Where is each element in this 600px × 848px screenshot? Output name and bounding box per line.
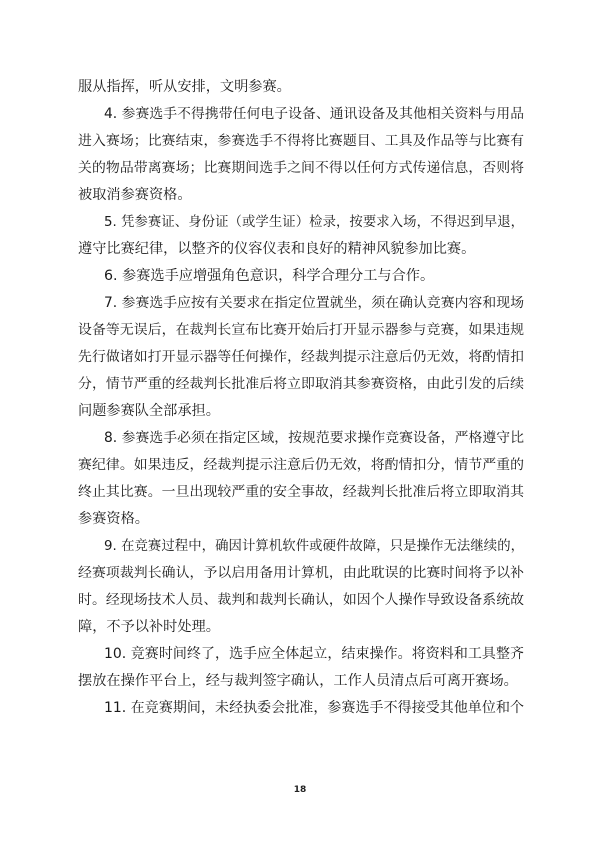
text-line-11: 先行做诸如打开显示器等任何操作，经裁判提示注意后仍无效，将酌情扣 (78, 349, 524, 365)
text-line-21: 障，不予以补时处理。 (78, 619, 220, 635)
text-line-22: 10. 竞赛时间终了，选手应全体起立，结束操作。将资料和工具整齐 (104, 646, 524, 662)
text-line-19: 经赛项裁判长确认，予以启用备用计算机，由此耽误的比赛时间将予以补 (78, 565, 524, 581)
text-line-14: 8. 参赛选手必须在指定区域，按规范要求操作竞赛设备，严格遵守比 (104, 430, 524, 446)
text-line-20: 时。经现场技术人员、裁判和裁判长确认，如因个人操作导致设备系统故 (78, 592, 524, 608)
text-line-5: 被取消参赛资格。 (78, 187, 192, 203)
text-line-15: 赛纪律。如果违反，经裁判提示注意后仍无效，将酌情扣分，情节严重的 (78, 457, 524, 473)
text-line-1: 服从指挥，听从安排，文明参赛。 (78, 79, 291, 95)
text-line-4: 关的物品带离赛场；比赛期间选手之间不得以任何方式传递信息，否则将 (78, 160, 524, 176)
page-number: 18 (293, 785, 307, 795)
text-line-12: 分，情节严重的经裁判长批准后将立即取消其参赛资格，由此引发的后续 (78, 376, 524, 392)
text-line-9: 7. 参赛选手应按有关要求在指定位置就坐，须在确认竞赛内容和现场 (104, 295, 524, 311)
text-line-16: 终止其比赛。一旦出现较严重的安全事故，经裁判长批准后将立即取消其 (78, 484, 524, 500)
text-line-7: 遵守比赛纪律，以整齐的仪容仪表和良好的精神风貌参加比赛。 (78, 241, 476, 257)
text-line-8: 6. 参赛选手应增强角色意识，科学合理分工与合作。 (104, 268, 435, 284)
text-line-17: 参赛资格。 (78, 511, 149, 527)
document-body (78, 74, 524, 722)
text-line-18: 9. 在竞赛过程中，确因计算机软件或硬件故障，只是操作无法继续的， (104, 539, 524, 554)
text-line-24: 11. 在竞赛期间，未经执委会批准，参赛选手不得接受其他单位和个 (104, 700, 524, 716)
text-line-3: 进入赛场；比赛结束，参赛选手不得将比赛题目、工具及作品等与比赛有 (78, 133, 524, 149)
text-line-2: 4. 参赛选手不得携带任何电子设备、通讯设备及其他相关资料与用品 (104, 106, 524, 122)
text-line-6: 5. 凭参赛证、身份证（或学生证）检录，按要求入场，不得迟到早退， (104, 215, 524, 230)
text-line-23: 摆放在操作平台上，经与裁判签字确认，工作人员清点后可离开赛场。 (78, 673, 518, 689)
text-line-10: 设备等无误后，在裁判长宣布比赛开始后打开显示器参与竞赛，如果违规 (78, 322, 524, 338)
text-line-13: 问题参赛队全部承担。 (78, 403, 220, 419)
